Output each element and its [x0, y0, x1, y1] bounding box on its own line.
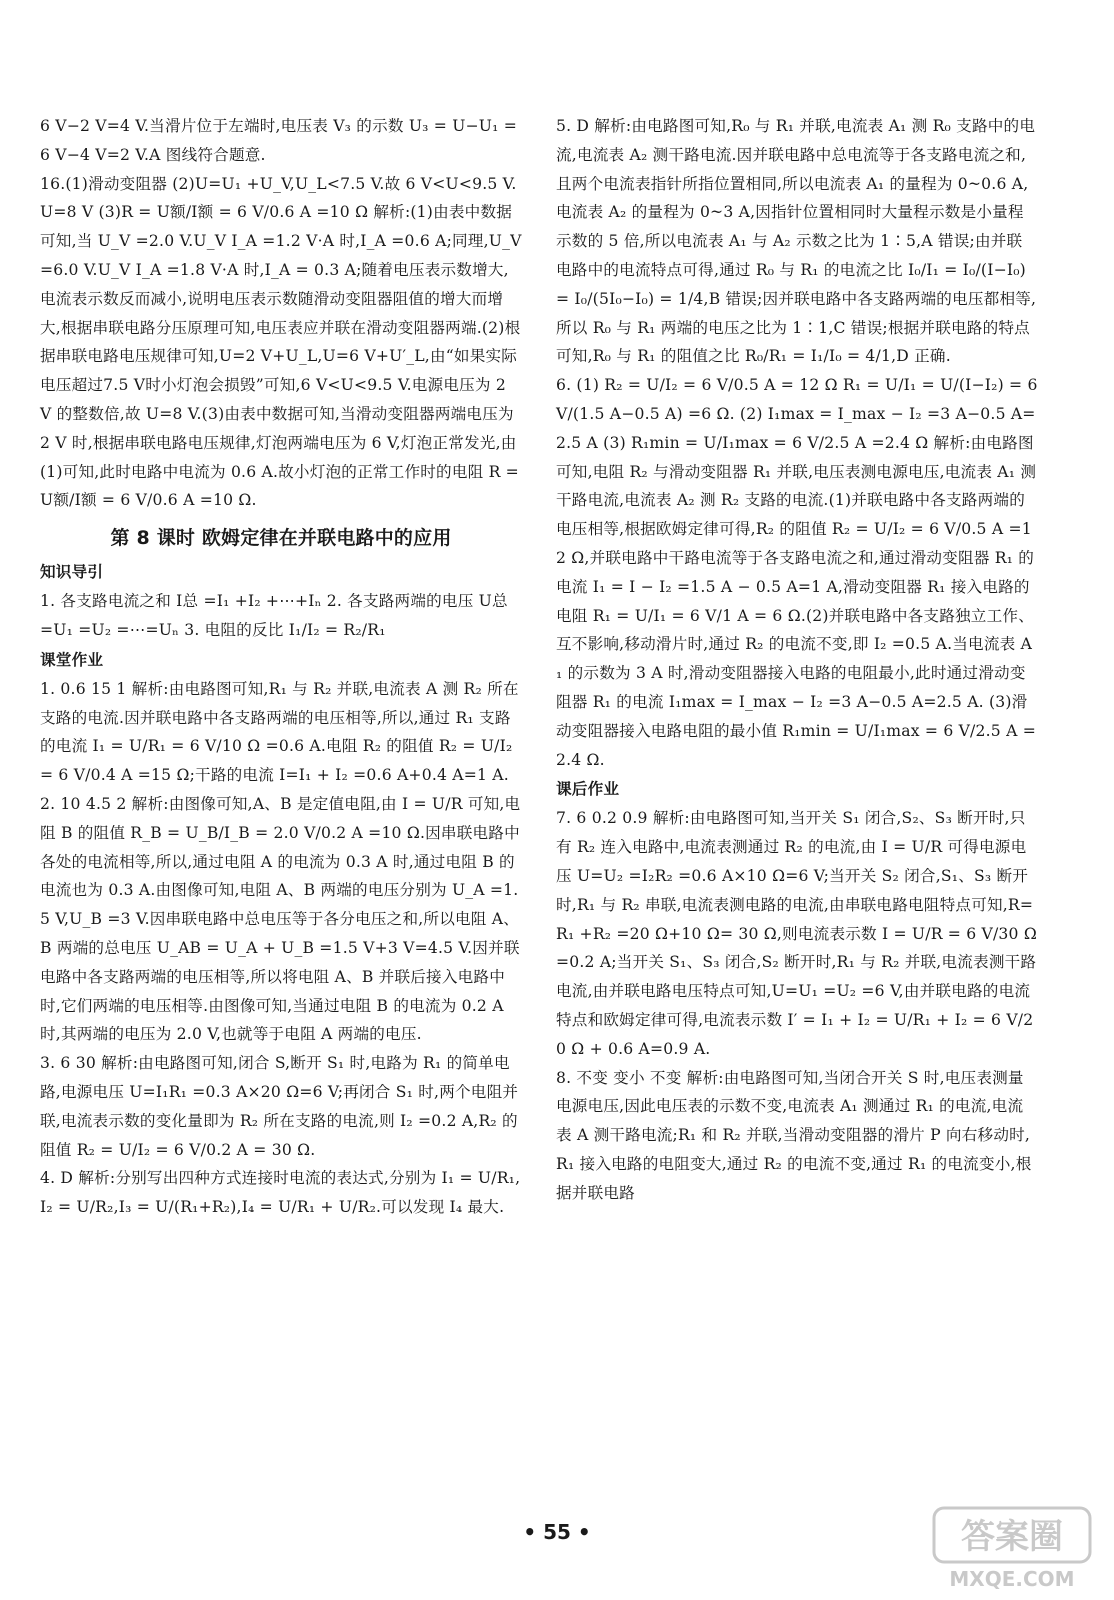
answer-5: 5. D 解析:由电路图可知,R₀ 与 R₁ 并联,电流表 A₁ 测 R₀ 支路中的电流,电流表 A₂ 测干路电流.因并联电路中总电流等于各支路电流之和,且两个电流表指针所指位置相同,所以电流表 A₁ 的量程为 0~0.6 A,电流表 A₂ 的量程为 0~3 A,因指针位置相同时大量程示数是小量程示数的 5 倍,所以电流表 A₁ 与 A₂ 示数之比为 1∶5,A 错误;由并联电路中的电流特点可得,通过 R₀ 与 R₁ 的电流之比 I₀/I₁ = I₀/(I−I₀) = I₀/(5I₀−I₀) = 1/4,B 错误;因并联电路中各支路两端的电压都相等,所以 R₀ 与 R₁ 两端的电压之比为 1∶1,C 错误;根据并联电路的特点可知,R₀ 与 R₁ 的阻值之比 R₀/R₁ = I₁/I₀ = 4/1,D 正确. — [556, 117, 1037, 366]
answer-1: 1. 0.6 15 1 解析:由电路图可知,R₁ 与 R₂ 并联,电流表 A 测 R₂ 所在支路的电流.因并联电路中各支路两端的电压相等,所以,通过 R₁ 支路的电流 I₁ = U/R₁ = 6 V/10 Ω =0.6 A.电阻 R₂ 的阻值 R₂ = U/I₂ = 6 V/0.4 A =15 Ω;干路的电流 I=I₁ + I₂ =0.6 A+0.4 A=1 A. — [40, 679, 519, 785]
watermark-logo — [932, 1504, 1092, 1594]
watermark-text: 答案圈 — [961, 1517, 1063, 1557]
subhead-homework: 课后作业 — [556, 780, 620, 799]
answer-paragraph: 6 V−2 V=4 V.当滑片位于左端时,电压表 V₃ 的示数 U₃ = U−U₁ =6 V−4 V=2 V.A 图线符合题意. — [40, 117, 518, 164]
answer-2: 2. 10 4.5 2 解析:由图像可知,A、B 是定值电阻,由 I = U/R 可知,电阻 B 的阻值 R_B = U_B/I_B = 2.0 V/0.2 A =10 Ω.因串联电路中各处的电流相等,所以,通过电阻 A 的电流为 0.3 A 时,通过电阻 B 的电流也为 0.3 A.由图像可知,电阻 A、B 两端的电压分别为 U_A =1.5 V,U_B =3 V.因串联电路中总电压等于各分电压之和,所以电阻 A、B 两端的总电压 U_AB = U_A + U_B =1.5 V+3 V=4.5 V.因并联电路中各支路两端的电压相等,所以将电阻 A、B 并联后接入电路中时,它们两端的电压相等.由图像可知,当通过电阻 B 的电流为 0.2 A 时,其两端的电压为 2.0 V,也就等于电阻 A 两端的电压. — [40, 794, 521, 1044]
two-column-body — [40, 112, 1074, 1222]
left-column — [40, 112, 522, 1222]
guide-items: 1. 各支路电流之和 I总 =I₁ +I₂ +⋯+Iₙ 2. 各支路两端的电压 U总 =U₁ =U₂ =⋯=Uₙ 3. 电阻的反比 I₁/I₂ = R₂/R₁ — [40, 592, 508, 639]
answer-6: 6. (1) R₂ = U/I₂ = 6 V/0.5 A = 12 Ω R₁ = U/I₁ = U/(I−I₂) = 6 V/(1.5 A−0.5 A) =6 Ω. (2) I₁max = I_max − I₂ =3 A−0.5 A= 2.5 A (3) R₁min = U/I₁max = 6 V/2.5 A =2.4 Ω 解析:由电路图可知,电阻 R₂ 与滑动变阻器 R₁ 并联,电压表测电源电压,电流表 A₁ 测干路电流,电流表 A₂ 测 R₂ 支路的电流.(1)并联电路中各支路两端的电压相等,根据欧姆定律可得,R₂ 的阻值 R₂ = U/I₂ = 6 V/0.5 A =12 Ω,并联电路中干路电流等于各支路电流之和,通过滑动变阻器 R₁ 的电流 I₁ = I − I₂ =1.5 A − 0.5 A=1 A,滑动变阻器 R₁ 接入电路的电阻 R₁ = U/I₁ = 6 V/1 A = 6 Ω.(2)并联电路中各支路独立工作、互不影响,移动滑片时,通过 R₂ 的电流不变,即 I₂ =0.5 A.当电流表 A₁ 的示数为 3 A 时,滑动变阻器接入电路的电阻最小,此时通过滑动变阻器 R₁ 的电流 I₁max = I_max − I₂ =3 A−0.5 A=2.5 A. (3)滑动变阻器接入电路电阻的最小值 R₁min = U/I₁max = 6 V/2.5 A = 2.4 Ω. — [556, 376, 1038, 769]
answer-8: 8. 不变 变小 不变 解析:由电路图可知,当闭合开关 S 时,电压表测量电源电压,因此电压表的示数不变,电流表 A₁ 测通过 R₁ 的电流,电流表 A 测干路电流;R₁ 和 R₂ 并联,当滑动变阻器的滑片 P 向右移动时,R₁ 接入电路的电阻变大,通过 R₂ 的电流不变,通过 R₁ 的电流变小,根据并联电路 — [556, 1068, 1032, 1202]
answer-4: 4. D 解析:分别写出四种方式连接时电流的表达式,分别为 I₁ = U/R₁,I₂ = U/R₂,I₃ = U/(R₁+R₂),I₄ = U/R₁ + U/R₂.可以发现 I₄ 最大. — [40, 1169, 521, 1217]
page-number: • 55 • — [523, 1520, 591, 1544]
right-column — [556, 112, 1038, 1222]
section-title: 第 8 课时 欧姆定律在并联电路中的应用 — [110, 527, 452, 550]
answer-16: 16.(1)滑动变阻器 (2)U=U₁ +U_V,U_L<7.5 V.故 6 V<U<9.5 V.U=8 V (3)R = U额/I额 = 6 V/0.6 A =10 Ω 解析:(1)由表中数据可知,当 U_V =2.0 V.U_V I_A =1.2 V·A 时,I_A =0.6 A;同理,U_V =6.0 V.U_V I_A =1.8 V·A 时,I_A = 0.3 A;随着电压表示数增大,电流表示数反而减小,说明电压表示数随滑动变阻器阻值的增大而增大,根据串联电路分压原理可知,电压表应并联在滑动变阻器两端.(2)根据串联电路电压规律可知,U=2 V+U_L,U=6 V+U′_L,由“如果实际电压超过7.5 V时小灯泡会损毁”可知,6 V<U<9.5 V.电源电压为 2 V 的整数倍,故 U=8 V.(3)由表中数据可知,当滑动变阻器两端电压为 2 V 时,根据串联电路电压规律,灯泡两端电压为 6 V,灯泡正常发光,由(1)可知,此时电路中电流为 0.6 A.故小灯泡的正常工作时的电阻 R = U额/I额 = 6 V/0.6 A =10 Ω. — [40, 174, 522, 510]
subhead-classwork: 课堂作业 — [40, 650, 104, 669]
answer-3: 3. 6 30 解析:由电路图可知,闭合 S,断开 S₁ 时,电路为 R₁ 的简单电路,电源电压 U=I₁R₁ =0.3 A×20 Ω=6 V;再闭合 S₁ 时,两个电阻并联,电流表示数的变化量即为 R₂ 所在支路的电流,则 I₂ =0.2 A,R₂ 的阻值 R₂ = U/I₂ = 6 V/0.2 A = 30 Ω. — [40, 1054, 519, 1159]
answer-7: 7. 6 0.2 0.9 解析:由电路图可知,当开关 S₁ 闭合,S₂、S₃ 断开时,只有 R₂ 连入电路中,电流表测通过 R₂ 的电流,由 I = U/R 可得电源电压 U=U₂ =I₂R₂ =0.6 A×10 Ω=6 V;当开关 S₂ 闭合,S₁、S₃ 断开时,R₁ 与 R₂ 串联,电流表测电路的电流,由串联电路电阻特点可知,R=R₁ +R₂ =20 Ω+10 Ω= 30 Ω,则电流表示数 I = U/R = 6 V/30 Ω =0.2 A;当开关 S₁、S₃ 闭合,S₂ 断开时,R₁ 与 R₂ 并联,电流表测干路电流,由并联电路电压特点可知,U=U₁ =U₂ =6 V,由并联电路的电流特点和欧姆定律可得,电流表示数 I′ = I₁ + I₂ = U/R₁ + I₂ = 6 V/20 Ω + 0.6 A=0.9 A. — [556, 809, 1037, 1058]
watermark-url: MXQE.COM — [949, 1567, 1075, 1591]
subhead-knowledge-guide: 知识导引 — [40, 563, 104, 582]
